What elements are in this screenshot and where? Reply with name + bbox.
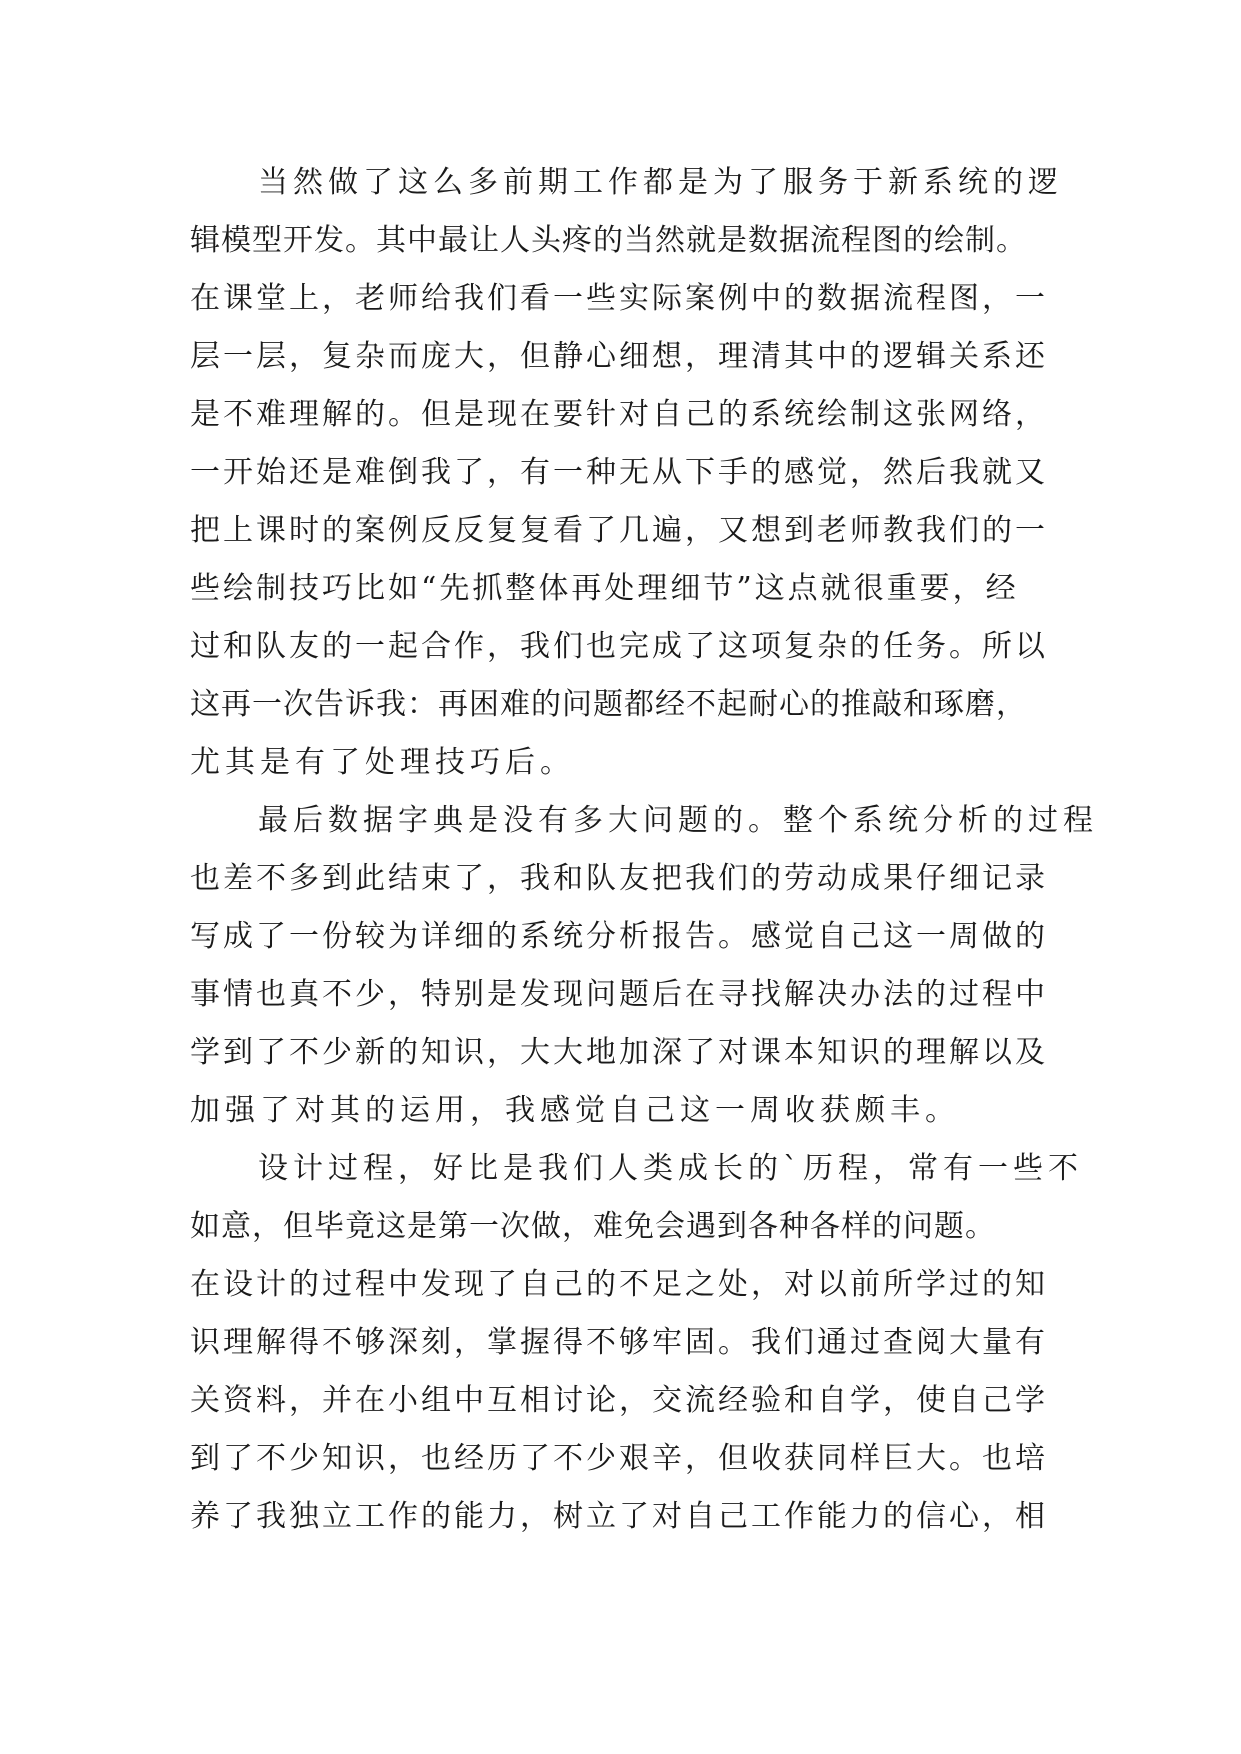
text-line: 写成了一份较为详细的系统分析报告。感觉自己这一周做的 <box>190 919 1048 954</box>
text-line: 把上课时的案例反反复复看了几遍，又想到老师教我们的一 <box>190 513 1048 548</box>
text-line: 也差不多到此结束了，我和队友把我们的劳动成果仔细记录 <box>190 861 1048 896</box>
text-line: 学到了不少新的知识，大大地加深了对课本知识的理解以及 <box>190 1035 1048 1070</box>
text-line: 养了我独立工作的能力，树立了对自己工作能力的信心，相 <box>190 1499 1048 1534</box>
text-line: 层一层，复杂而庞大，但静心细想，理清其中的逻辑关系还 <box>190 339 1048 374</box>
paragraph-2 <box>190 798 1098 1133</box>
text-line: 在课堂上，老师给我们看一些实际案例中的数据流程图，一 <box>190 281 1048 316</box>
text-line: 尤其是有了处理技巧后。 <box>190 745 575 780</box>
body-text <box>190 160 1098 1552</box>
text-line: 辑模型开发。其中最让人头疼的当然就是数据流程图的绘制。 <box>190 223 1027 258</box>
text-line: 在设计的过程中发现了自己的不足之处，对以前所学过的知 <box>190 1267 1048 1302</box>
text-line: 当然做了这么多前期工作都是为了服务于新系统的逻 <box>258 165 1063 200</box>
text-line: 过和队友的一起合作，我们也完成了这项复杂的任务。所以 <box>190 629 1048 664</box>
text-line: 设计过程，好比是我们人类成长的`历程，常有一些不 <box>258 1151 1083 1186</box>
text-line: 最后数据字典是没有多大问题的。整个系统分析的过程 <box>258 803 1098 838</box>
text-line: 关资料，并在小组中互相讨论，交流经验和自学，使自己学 <box>190 1383 1048 1418</box>
text-line: 到了不少知识，也经历了不少艰辛，但收获同样巨大。也培 <box>190 1441 1048 1476</box>
text-line: 是不难理解的。但是现在要针对自己的系统绘制这张网络， <box>190 397 1048 432</box>
paragraph-3 <box>190 1146 1083 1539</box>
text-line: 加强了对其的运用，我感觉自己这一周收获颇丰。 <box>190 1093 960 1128</box>
text-line: 识理解得不够深刻，掌握得不够牢固。我们通过查阅大量有 <box>190 1325 1048 1360</box>
paragraph-1 <box>190 160 1070 785</box>
text-line: 些绘制技巧比如“先抓整体再处理细节”这点就很重要，经 <box>190 571 1019 606</box>
text-line: 如意，但毕竟这是第一次做，难免会遇到各种各样的问题。 <box>190 1209 996 1244</box>
text-line: 事情也真不少，特别是发现问题后在寻找解决办法的过程中 <box>190 977 1048 1012</box>
text-line: 这再一次告诉我：再困难的问题都经不起耐心的推敲和琢磨， <box>190 687 1027 722</box>
text-line: 一开始还是难倒我了，有一种无从下手的感觉，然后我就又 <box>190 455 1048 490</box>
